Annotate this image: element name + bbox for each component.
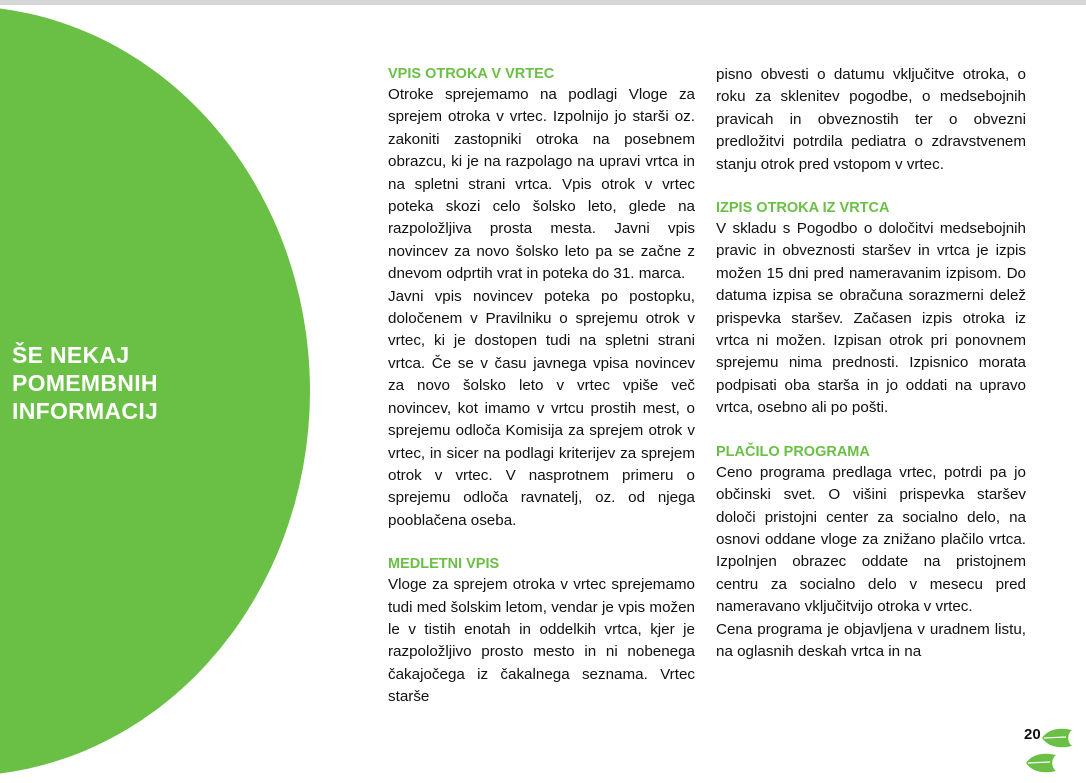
section-vpis (388, 64, 695, 532)
section-heading: PLAČILO PROGRAMA (716, 443, 870, 460)
section-placilo (716, 442, 1026, 664)
paragraph: Ceno programa predlaga vrtec, potrdi pa jo občinski svet. O višini prispevka staršev določi pristojni center za socialno delo, na osnovi oddane vloge za znižano plačilo vrtca. Izpolnjen obrazec oddate na pristojnem centru za socialno delo v mesecu pred nameravano vključitvijo otroka v vrtec. (716, 463, 1026, 616)
side-title-line: INFORMACIJ (12, 398, 159, 424)
section-medletni (388, 554, 695, 708)
top-border (0, 0, 1086, 5)
paragraph: Javni vpis novincev poteka po postopku, določenem v Pravilniku o sprejemu otrok v vrtec, ki je dostopen tudi na spletni strani vrtca. Če se v času javnega vpisa novincev za novo šolsko leto v vrtec vpiše več novincev, kot imamo v vrtcu prostih mest, o sprejemu odloča Komisija za sprejem otrok v vrtec, in sicer na podlagi kriterijev za sprejem otrok v vrtec. V nasprotnem primeru o sprejemu odloča ravnatelj, oz. od njega pooblačena oseba. (388, 287, 695, 529)
side-title-line: ŠE NEKAJ (12, 342, 130, 368)
paragraph: Otroke sprejemamo na podlagi Vloge za sprejem otroka v vrtec. Izpolnijo jo starši oz. zakoniti zastopniki otroka na posebnem obrazcu, ki je na razpolago na upravi vrtca in na spletni strani vrtca. Vpis otrok v vrtec poteka skozi celo šolsko leto, glede na razpoložljiva prosta mesta. Javni vpis novincev za novo šolsko leto pa se začne z dnevom odprtih vrat in poteka do 31. marca. (388, 86, 695, 283)
paragraph: Vloge za sprejem otroka v vrtec sprejemamo tudi med šolskim letom, vendar je vpis možen le v tistih enotah in oddelkih vrtca, kjer je razpoložljivo prosto mesto in ni nobenega čakajočega iz čakalnega seznama. Vrtec starše (388, 576, 695, 706)
side-title (12, 341, 158, 425)
page-number: 20 (1024, 726, 1041, 743)
paragraph: V skladu s Pogodbo o določitvi medsebojnih pravic in obveznosti staršev in vrtca je izpis možen 15 dni pred nameravanim izpisom. Do datuma izpisa se obračuna sorazmerni delež prispevka staršev. Začasen izpis otroka iz vrtca ni možen. Izpisan otrok pri ponovnem sprejemu nima prednosti. Izpisnico morata podpisati oba starša in jo oddati na upravo vrtca, osebno ali po pošti. (716, 220, 1026, 417)
section-heading: VPIS OTROKA V VRTEC (388, 66, 555, 82)
leaf-icon (1040, 727, 1074, 749)
right-column (716, 64, 1026, 663)
paragraph: Cena programa je objavljena v uradnem listu, na oglasnih deskah vrtca in na (716, 620, 1026, 660)
side-title-line: POMEMBNIH (12, 370, 158, 396)
left-column (388, 64, 695, 709)
section-heading: MEDLETNI VPIS (388, 556, 500, 573)
section-heading: IZPIS OTROKA IZ VRTCA (716, 200, 890, 217)
section-medletni-continued (716, 64, 1026, 176)
paragraph: pisno obvesti o datumu vključitve otroka, o roku za sklenitev pogodbe, o medsebojnih pravicah in obveznostih ter o obvezni predložitvi potrdila pediatra o zdravstvenem stanju otrok pred vstopom v vrtec. (716, 66, 1026, 173)
section-izpis (716, 198, 1026, 420)
leaf-icon (1024, 752, 1058, 774)
